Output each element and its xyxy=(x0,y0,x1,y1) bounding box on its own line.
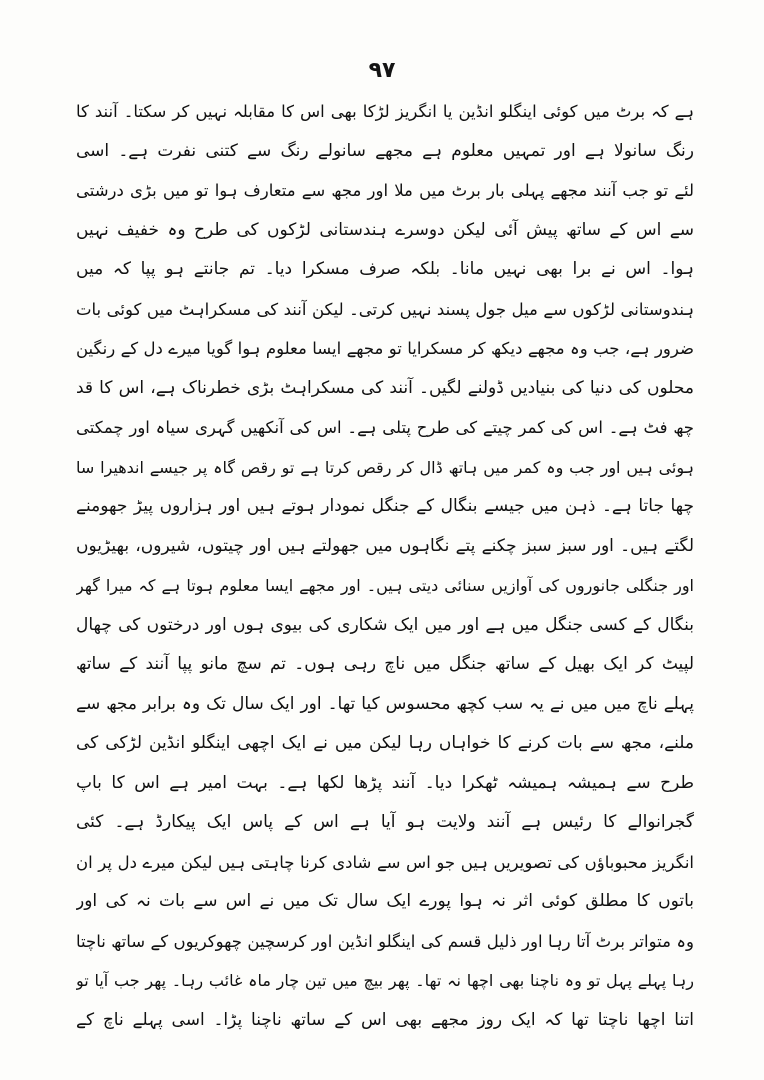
text-line: پہلے ناچ میں میں نے یہ سب کچھ محسوس کیا تھا۔ اور ایک سال تک وہ برابر مجھ سے xyxy=(76,693,694,714)
text-line: رنگ سانولا ہے اور تمہیں معلوم ہے مجھے سانولے رنگ سے کتنی نفرت ہے۔ اسی xyxy=(76,140,694,161)
text-line: رہا پہلے پہل تو وہ ناچنا بھی اچھا نہ تھا۔ پھر بیچ میں تین چار ماہ غائب رہا۔ پھر جب آیا تو xyxy=(76,971,694,990)
text-line: ملنے، مجھ سے بات کرنے کا خواہاں رہا لیکن میں نے ایک اچھی اینگلو انڈین لڑکی کی xyxy=(76,733,694,753)
text-line: چھا جاتا ہے۔ ذہن میں جیسے بنگال کے جنگل نمودار ہوتے ہیں اور ہزاروں پیڑ جھومنے xyxy=(76,496,694,516)
text-line: ہوئی ہیں اور جب وہ کمر میں ہاتھ ڈال کر رقص کرتا ہے تو رقص گاہ پر جیسے اندھیرا سا xyxy=(76,457,694,477)
text-line: ہوا۔ اس نے برا بھی نہیں مانا۔ بلکہ صرف مسکرا دیا۔ تم جانتے ہو پپا کہ میں xyxy=(76,259,694,279)
text-line: ہندوستانی لڑکوں سے میل جول پسند نہیں کرتی۔ لیکن آنند کی مسکراہٹ میں کوئی بات xyxy=(76,299,694,319)
text-line: باتوں کا مطلق کوئی اثر نہ ہوا پورے ایک سال تک میں نے اس سے بات نہ کی اور xyxy=(76,891,694,911)
text-line: بنگال کے کسی جنگل میں ہے اور میں ایک شکاری کی بیوی ہوں اور درختوں کی چھال xyxy=(76,614,694,635)
text-line: طرح سے ہمیشہ ہمیشہ ٹھکرا دیا۔ آنند پڑھا لکھا ہے۔ بہت امیر ہے اس کا باپ xyxy=(76,772,694,793)
text-line: ضرور ہے، جب وہ مجھے دیکھ کر مسکرایا تو مجھے ایسا معلوم ہوا گویا میرے دل کے رنگین xyxy=(76,339,694,358)
text-line: ہے کہ برٹ میں کوئی اینگلو انڈین یا انگریز لڑکا بھی اس کا مقابلہ نہیں کر سکتا۔ آنند کا xyxy=(76,102,694,121)
text-line: لگتے ہیں۔ اور سبز سبز چکنے پتے نگاہوں میں جھولتے ہیں اور چیتوں، شیروں، بھیڑیوں xyxy=(76,535,694,556)
text-line: لپیٹ کر ایک بھیل کے ساتھ جنگل میں ناچ رہی ہوں۔ تم سچ مانو پپا آنند کے ساتھ xyxy=(76,654,694,674)
body-text xyxy=(76,92,694,1040)
text-line: انگریز محبوباؤں کی تصویریں ہیں جو اس سے شادی کرنا چاہتی ہیں لیکن میرے دل پر ان xyxy=(76,852,694,872)
text-line: اتنا اچھا ناچتا تھا کہ ایک روز مجھے بھی اس کے ساتھ ناچنا پڑا۔ اسی پہلے ناچ کے xyxy=(76,1009,694,1030)
text-line: سے اس کے ساتھ پیش آئی لیکن دوسرے ہندستانی لڑکوں کی طرح وہ خفیف نہیں xyxy=(76,219,694,240)
text-line: چھ فٹ ہے۔ اس کی کمر چیتے کی طرح پتلی ہے۔ اس کی آنکھیں گہری سیاہ اور چمکتی xyxy=(76,418,694,437)
text-line: محلوں کی دنیا کی بنیادیں ڈولنے لگیں۔ آنند کی مسکراہٹ بڑی خطرناک ہے، اس کا قد xyxy=(76,377,694,398)
text-line: لئے تو جب آنند مجھے پہلی بار برٹ میں ملا اور مجھ سے متعارف ہوا تو میں بڑی درشتی xyxy=(76,181,694,200)
text-line: وہ متواتر برٹ آتا رہا اور ذلیل قسم کی اینگلو انڈین اور کرسچین چھوکریوں کے ساتھ ناچتا xyxy=(76,931,694,951)
text-line: اور جنگلی جانوروں کی آوازیں سنائی دیتی ہیں۔ اور مجھے ایسا معلوم ہوتا ہے کہ میرا گھر xyxy=(76,576,694,595)
page-number: ۹۷ xyxy=(368,58,396,83)
text-line: گجرانوالے کا رئیس ہے آنند ولایت ہو آیا ہے اس کے پاس ایک پیکارڈ ہے۔ کئی xyxy=(76,812,694,832)
